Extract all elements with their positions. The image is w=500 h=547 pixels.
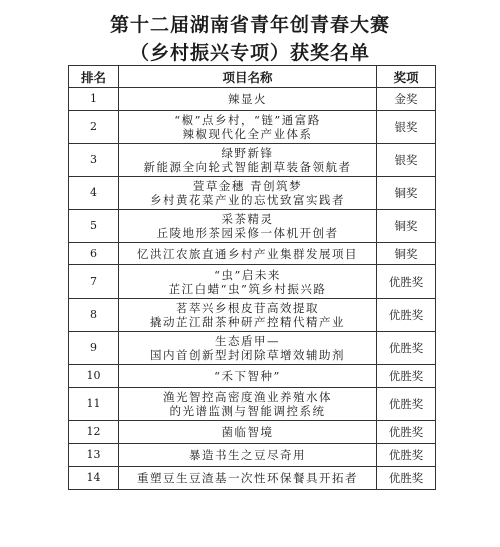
rank-cell: 4 (69, 177, 119, 210)
header-rank: 排名 (69, 66, 119, 88)
rank-cell: 14 (69, 467, 119, 490)
table-row (69, 210, 436, 243)
table-row (69, 299, 436, 332)
award-table (68, 65, 436, 490)
project-name-line: 萱草金穗 青创筑梦 (192, 179, 303, 193)
page-subtitle: （乡村振兴专项）获奖名单 (129, 42, 370, 64)
rank-cell: 3 (69, 144, 119, 177)
project-name-line: 丘陵地形茶园采修一体机开创者 (156, 226, 339, 240)
award-cell: 优胜奖 (377, 444, 436, 467)
project-name-line: 渔光智控高密度渔业养殖水体 (163, 390, 332, 404)
project-name-line: 重塑豆生豆渣基一次性环保餐具开拓者 (137, 471, 358, 485)
table-row (69, 365, 436, 388)
project-name-line: 撬动芷江甜茶种研产控精代精产业 (150, 315, 345, 329)
rank-cell: 6 (69, 243, 119, 265)
project-name-line: 辣显火 (228, 92, 267, 106)
project-name-line: “虫”启未来 (214, 267, 281, 282)
project-name-cell (119, 332, 377, 365)
award-cell: 银奖 (377, 144, 436, 177)
award-cell: 金奖 (377, 88, 436, 111)
table-row (69, 111, 436, 144)
header-award: 奖项 (377, 66, 436, 88)
project-name-line: 国内首创新型封闭除草增效辅助剂 (150, 348, 345, 362)
award-cell: 优胜奖 (377, 388, 436, 421)
award-cell: 优胜奖 (377, 365, 436, 388)
rank-cell: 12 (69, 421, 119, 444)
project-name-line: 新能源全向轮式智能割草装备领航者 (143, 160, 352, 174)
project-name-cell (119, 111, 377, 144)
table-row (69, 88, 436, 111)
page-title: 第十二届湖南省青年创青春大赛 (109, 14, 390, 36)
header-project: 项目名称 (119, 66, 377, 88)
rank-cell: 5 (69, 210, 119, 243)
table-header-row (69, 66, 436, 88)
project-name-cell (119, 243, 377, 265)
project-name-cell (119, 444, 377, 467)
table-row (69, 444, 436, 467)
rank-cell: 7 (69, 265, 119, 299)
award-cell: 优胜奖 (377, 299, 436, 332)
rank-cell: 8 (69, 299, 119, 332)
award-cell: 银奖 (377, 111, 436, 144)
table-row (69, 265, 436, 299)
project-name-cell (119, 265, 377, 299)
project-name-line: 暴造书生之豆尽奇用 (189, 448, 306, 462)
rank-cell: 13 (69, 444, 119, 467)
project-name-line: 忆洪江农旅直通乡村产业集群发展项目 (137, 246, 358, 261)
project-name-line: 生态盾甲— (215, 334, 280, 348)
rank-cell: 11 (69, 388, 119, 421)
project-name-line: 乡村黄花菜产业的忘忧致富实践者 (150, 193, 345, 207)
rank-cell: 9 (69, 332, 119, 365)
table-row (69, 421, 436, 444)
project-name-cell (119, 365, 377, 388)
table-row (69, 467, 436, 490)
project-name-cell (119, 388, 377, 421)
rank-cell: 1 (69, 88, 119, 111)
project-name-line: “禾下智种” (214, 369, 281, 383)
project-name-line: “椒”点乡村，“链”通富路 (174, 113, 321, 127)
award-cell: 优胜奖 (377, 467, 436, 490)
award-cell: 优胜奖 (377, 332, 436, 365)
table-row (69, 177, 436, 210)
project-name-line: 芷江白蜡“虫”筑乡村振兴路 (168, 281, 327, 296)
table-row (69, 388, 436, 421)
project-name-line: 茗萃兴乡根皮苷高效提取 (176, 301, 319, 315)
project-name-cell (119, 88, 377, 111)
rank-cell: 10 (69, 365, 119, 388)
table-row (69, 332, 436, 365)
project-name-line: 采茶精灵 (221, 212, 274, 226)
project-name-line: 辣椒现代化全产业体系 (182, 127, 313, 141)
project-name-cell (119, 210, 377, 243)
project-name-line: 菌临智境 (221, 425, 274, 439)
project-name-cell (119, 144, 377, 177)
rank-cell: 2 (69, 111, 119, 144)
project-name-cell (119, 299, 377, 332)
award-cell: 铜奖 (377, 243, 436, 265)
award-cell: 铜奖 (377, 210, 436, 243)
table-row (69, 243, 436, 265)
award-cell: 优胜奖 (377, 421, 436, 444)
award-cell: 铜奖 (377, 177, 436, 210)
project-name-line: 绿野新锋 (221, 146, 274, 160)
project-name-cell (119, 467, 377, 490)
table-row (69, 144, 436, 177)
project-name-cell (119, 177, 377, 210)
project-name-cell (119, 421, 377, 444)
award-cell: 优胜奖 (377, 265, 436, 299)
project-name-line: 的光谱监测与智能调控系统 (169, 404, 326, 418)
